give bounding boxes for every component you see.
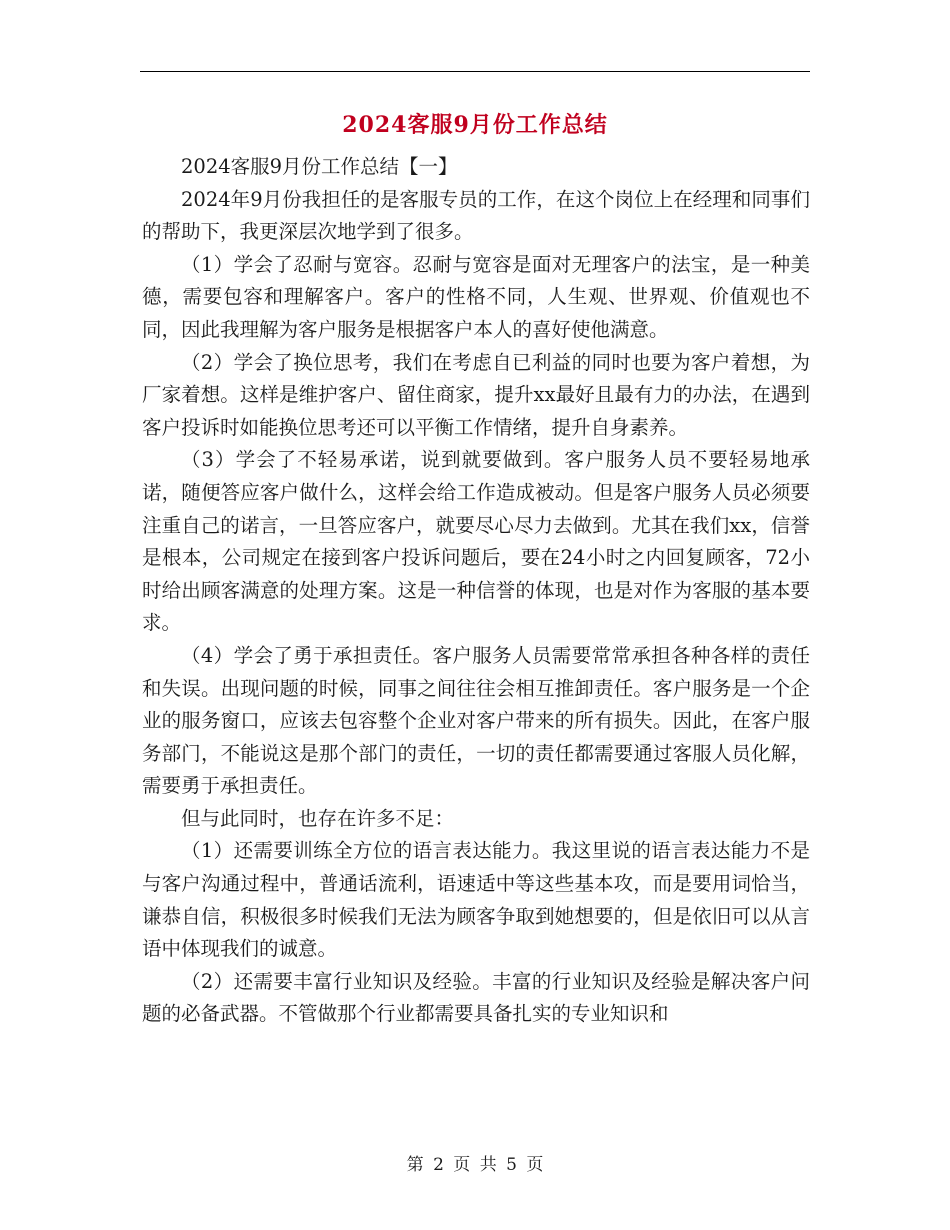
paragraph-intro: 2024年9月份我担任的是客服专员的工作，在这个岗位上在经理和同事们的帮助下，我更深层次地学到了很多。 (142, 187, 810, 244)
paragraph-point-1: （1）学会了忍耐与宽容。忍耐与宽容是面对无理客户的法宝，是一种美德，需要包容和理解客户。客户的性格不同，人生观、世界观、价值观也不同，因此我理解为客户服务是根据客户本人的喜好使他满意。 (142, 252, 810, 341)
paragraph-shortcoming-1: （1）还需要训练全方位的语言表达能力。我这里说的语言表达能力不是与客户沟通过程中，普通话流利，语速适中等这些基本攻，而是要用词恰当，谦恭自信，积极很多时候我们无法为顾客争取到她想要的，但是依旧可以从言语中体现我们的诚意。 (142, 839, 810, 961)
paragraph-point-4: （4）学会了勇于承担责任。客户服务人员需要常常承担各种各样的责任和失误。出现问题的时候，同事之间往往会相互推卸责任。客户服务是一个企业的服务窗口，应该去包容整个企业对客户带来的所有损失。因此，在客户服务部门，不能说这是那个部门的责任，一切的责任都需要通过客服人员化解，需要勇于承担责任。 (142, 643, 810, 798)
paragraph-point-2: （2）学会了换位思考，我们在考虑自已利益的同时也要为客户着想，为厂家着想。这样是维护客户、留住商家，提升xx最好且最有力的办法，在遇到客户投诉时如能换位思考还可以平衡工作情绪，提升自身素养。 (142, 350, 810, 439)
paragraph-shortcomings-intro: 但与此同时，也存在许多不足： (181, 806, 455, 830)
document-body (142, 151, 810, 1031)
section-heading: 2024客服9月份工作总结【一】 (181, 155, 458, 178)
paragraph-shortcoming-2: （2）还需要丰富行业知识及经验。丰富的行业知识及经验是解决客户问题的必备武器。不管做那个行业都需要具备扎实的专业知识和 (142, 969, 810, 1026)
page-footer: 第 2 页 共 5 页 (406, 1155, 544, 1175)
header-rule (140, 71, 810, 72)
document-title: 2024客服9月份工作总结 (342, 112, 608, 138)
paragraph-point-3: （3）学会了不轻易承诺，说到就要做到。客户服务人员不要轻易地承诺，随便答应客户做什么，这样会给工作造成被动。但是客户服务人员必须要注重自己的诺言，一旦答应客户，就要尽心尽力去做到。尤其在我们xx，信誉是根本，公司规定在接到客户投诉问题后，要在24小时之内回复顾客，72小时给出顾客满意的处理方案。这是一种信誉的体现，也是对作为客服的基本要求。 (142, 448, 810, 635)
